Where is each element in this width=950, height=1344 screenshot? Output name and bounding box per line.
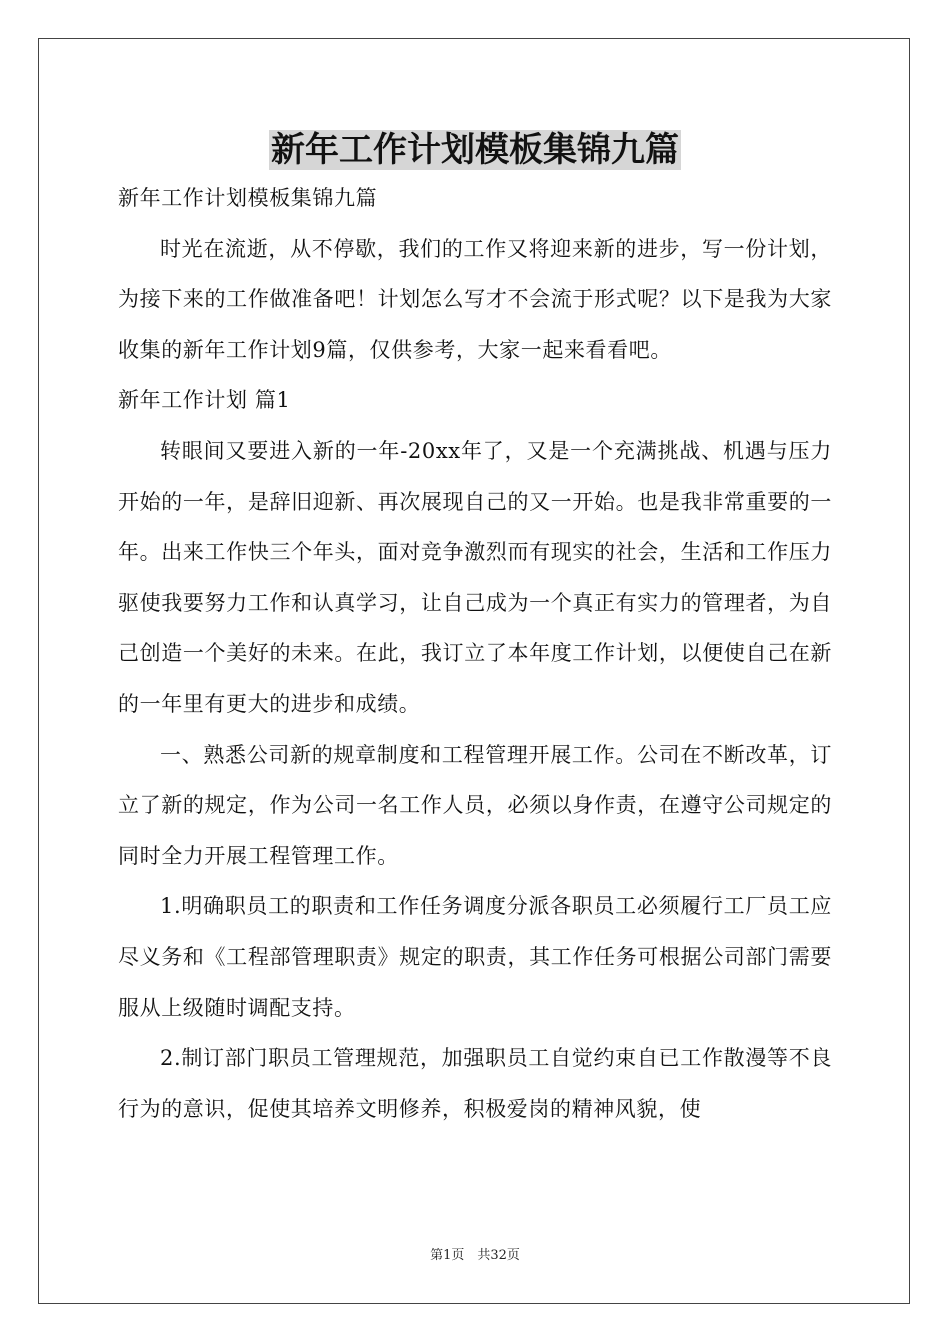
- document-title: [0, 122, 950, 178]
- paragraph-body-2: 一、熟悉公司新的规章制度和工程管理开展工作。公司在不断改革，订立了新的规定，作为公司一名工作人员，必须以身作责，在遵守公司规定的同时全力开展工程管理工作。: [118, 742, 832, 868]
- paragraph-intro: 时光在流逝，从不停歇，我们的工作又将迎来新的进步，写一份计划，为接下来的工作做准备吧！计划怎么写才不会流于形式呢？以下是我为大家收集的新年工作计划9篇，仅供参考，大家一起来看看吧。: [118, 236, 832, 362]
- paragraph-body-4: 2.制订部门职员工管理规范，加强职员工自觉约束自已工作散漫等不良行为的意识，促使其培养文明修养，积极爱岗的精神风貌，使: [118, 1046, 832, 1121]
- paragraph-section-heading: 新年工作计划 篇1: [118, 388, 291, 413]
- document-body: [118, 173, 832, 1134]
- paragraph-body-1: 转眼间又要进入新的一年-20xx年了，又是一个充满挑战、机遇与压力开始的一年，是辞旧迎新、再次展现自己的又一开始。也是我非常重要的一年。出来工作快三个年头，面对竞争激烈而有现实的社会，生活和工作压力驱使我要努力工作和认真学习，让自己成为一个真正有实力的管理者，为自己创造一个美好的未来。在此，我订立了本年度工作计划，以便使自己在新的一年里有更大的进步和成绩。: [118, 438, 832, 716]
- paragraph-body-3: 1.明确职员工的职责和工作任务调度分派各职员工必须履行工厂员工应尽义务和《工程部管理职责》规定的职责，其工作任务可根据公司部门需要服从上级随时调配支持。: [118, 894, 832, 1020]
- paragraph-subtitle: 新年工作计划模板集锦九篇: [118, 186, 378, 210]
- page-footer: 第1页 共32页: [430, 1248, 520, 1263]
- document-title-text: 新年工作计划模板集锦九篇: [271, 130, 679, 170]
